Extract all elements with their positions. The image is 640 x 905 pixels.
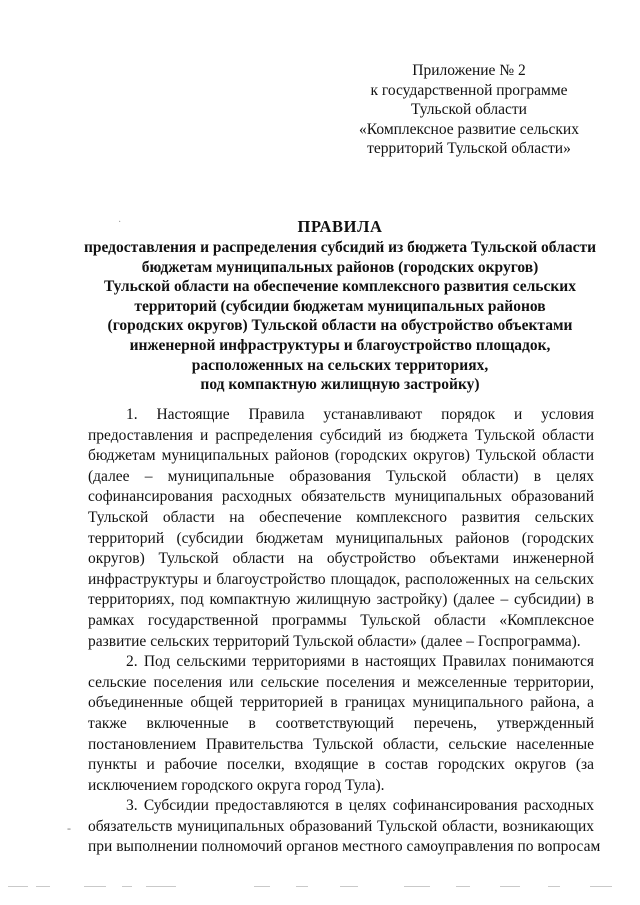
appendix-line: Тульской области [411, 101, 527, 119]
paragraph-line: обязательств муниципальных образований Тульской области, возникающих [88, 817, 594, 835]
subtitle-line: бюджетам муниципальных районов (городских округов) [141, 258, 539, 276]
paragraph-3 [88, 796, 601, 858]
paragraph-line: территорий (субсидии бюджетам муниципальных районов (городских [88, 529, 594, 547]
paragraph-1 [88, 405, 594, 652]
paragraph-line: при выполнении полномочий органов местного самоуправления по вопросам [88, 838, 601, 856]
paragraph-line: территориях, под компактную жилищную застройку) (далее – субсидии) в [88, 591, 594, 609]
subtitle-line: расположенных на сельских территориях, [191, 356, 489, 374]
appendix-line: к государственной программе [370, 81, 568, 99]
title-block [60, 217, 620, 395]
paragraph-line: софинансирования расходных обязательств муниципальных образований [88, 488, 594, 506]
paragraph-line: (далее – муниципальные образования Тульской области) в целях [88, 467, 594, 485]
paragraph-line: объединенные общей территорией в границах муниципального района, а [88, 694, 594, 712]
subtitle-line: (городских округов) Тульской области на обустройство объектами [107, 317, 573, 335]
paragraph-line: бюджетам муниципальных районов (городских округов) Тульской области [88, 447, 594, 465]
body-text [88, 405, 601, 858]
paragraph-line: 2. Под сельскими территориями в настоящих Правилах понимаются [126, 653, 594, 671]
paragraph-line: сельские поселения или сельские поселения и межселенные территории, [88, 673, 594, 691]
paragraph-2 [88, 652, 594, 796]
paragraph-line: постановлением Правительства Тульской области, сельские населенные [88, 735, 594, 753]
paragraph-line: инфраструктуры и благоустройство площадок, расположенных на сельских [88, 570, 594, 588]
paragraph-line: Тульской области на обеспечение комплексного развития сельских [88, 508, 594, 526]
paragraph-line: также включенные в соответствующий перечень, утвержденный [88, 714, 594, 732]
scan-dot: · [118, 217, 122, 228]
appendix-line: «Комплексное развитие сельских [359, 120, 579, 138]
subtitle-line: под компактную жилищную застройку) [200, 376, 480, 394]
appendix-line: Приложение № 2 [412, 62, 526, 79]
subtitle-line: Тульской области на обеспечение комплексного развития сельских [104, 278, 576, 296]
scan-mark: - [67, 821, 71, 835]
appendix-header [334, 61, 604, 159]
paragraph-line: предоставления и распределения субсидий из бюджета Тульской области [88, 426, 594, 444]
document-title: ПРАВИЛА [297, 217, 383, 236]
paragraph-line: 3. Субсидии предоставляются в целях софинансирования расходных [126, 797, 594, 815]
paragraph-line: пункты и рабочие поселки, входящие в состав городских округов (за [88, 756, 594, 774]
paragraph-line: округов) Тульской области на обустройство объектами инженерной [88, 550, 594, 568]
paragraph-line: развитие сельских территорий Тульской области» (далее – Госпрограмма). [88, 632, 581, 650]
paragraph-line: исключением городского округа город Тула). [88, 776, 385, 794]
paragraph-line: 1. Настоящие Правила устанавливают порядок и условия [126, 406, 594, 423]
scan-edge-noise [0, 886, 640, 890]
subtitle-line: предоставления и распределения субсидий из бюджета Тульской области [83, 239, 597, 256]
appendix-line: территорий Тульской области» [367, 140, 571, 158]
paragraph-line: рамках государственной программы Тульской области «Комплексное [88, 611, 594, 629]
subtitle-line: территорий (субсидии бюджетам муниципальных районов [134, 297, 546, 315]
subtitle-line: инженерной инфраструктуры и благоустройство площадок, [129, 336, 551, 354]
